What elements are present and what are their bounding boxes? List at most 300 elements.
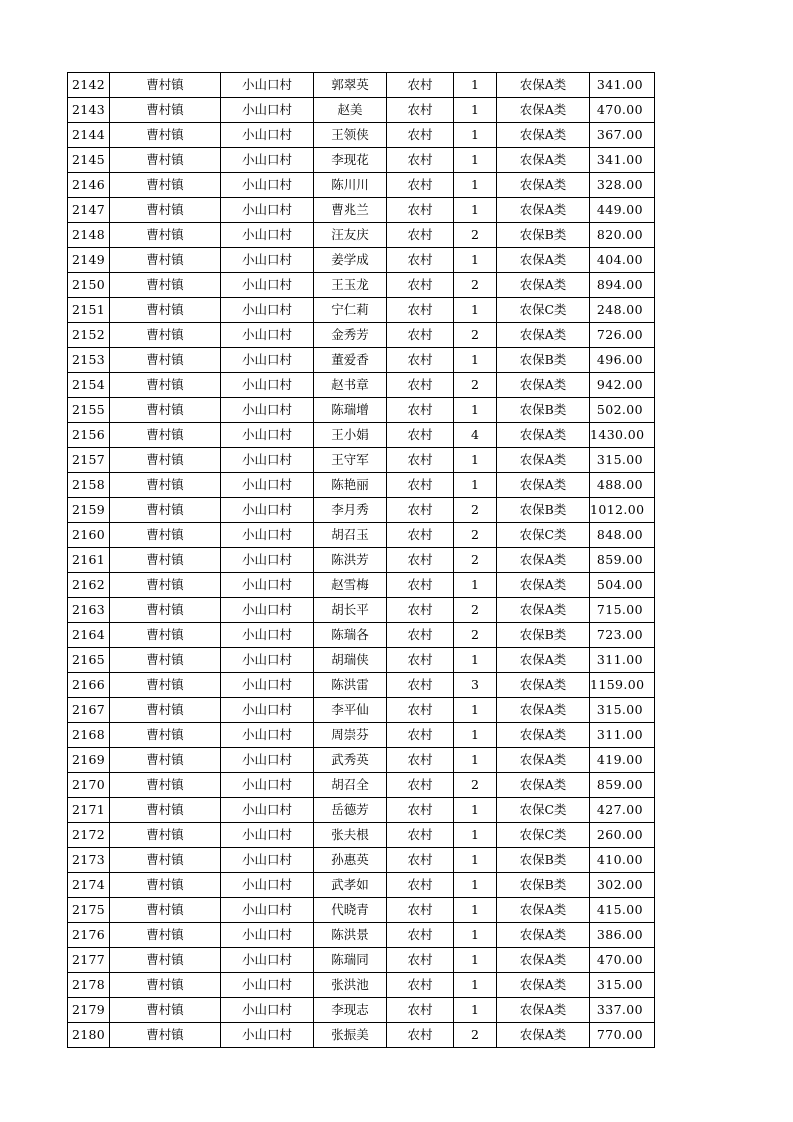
name-cell: 汪友庆 [314,223,387,248]
amount-cell: 942.00 [590,373,655,398]
row-number-cell: 2156 [68,423,110,448]
household-count-cell: 1 [454,848,497,873]
village-cell: 小山口村 [221,398,314,423]
town-cell: 曹村镇 [110,923,221,948]
table-row [68,573,655,598]
household-count-cell: 2 [454,623,497,648]
village-cell: 小山口村 [221,573,314,598]
insurance-category-cell: 农保A类 [497,248,590,273]
household-count-cell: 1 [454,823,497,848]
town-cell: 曹村镇 [110,973,221,998]
name-cell: 胡瑞侠 [314,648,387,673]
table-row [68,173,655,198]
insurance-category-cell: 农保A类 [497,998,590,1023]
area-type-cell: 农村 [387,298,454,323]
household-count-cell: 1 [454,248,497,273]
insurance-category-cell: 农保C类 [497,798,590,823]
name-cell: 武孝如 [314,873,387,898]
name-cell: 胡召全 [314,773,387,798]
village-cell: 小山口村 [221,898,314,923]
area-type-cell: 农村 [387,898,454,923]
table-row [68,998,655,1023]
amount-cell: 311.00 [590,723,655,748]
amount-cell: 410.00 [590,848,655,873]
insurance-category-cell: 农保B类 [497,223,590,248]
table-row [68,923,655,948]
row-number-cell: 2177 [68,948,110,973]
name-cell: 武秀英 [314,748,387,773]
town-cell: 曹村镇 [110,373,221,398]
area-type-cell: 农村 [387,273,454,298]
data-table [67,72,655,1048]
row-number-cell: 2158 [68,473,110,498]
household-count-cell: 2 [454,548,497,573]
town-cell: 曹村镇 [110,98,221,123]
village-cell: 小山口村 [221,248,314,273]
insurance-category-cell: 农保C类 [497,823,590,848]
village-cell: 小山口村 [221,523,314,548]
table-row [68,198,655,223]
town-cell: 曹村镇 [110,123,221,148]
insurance-category-cell: 农保B类 [497,848,590,873]
household-count-cell: 1 [454,298,497,323]
village-cell: 小山口村 [221,223,314,248]
village-cell: 小山口村 [221,323,314,348]
amount-cell: 341.00 [590,148,655,173]
insurance-category-cell: 农保A类 [497,1023,590,1048]
table-row [68,523,655,548]
area-type-cell: 农村 [387,798,454,823]
insurance-category-cell: 农保B类 [497,873,590,898]
row-number-cell: 2174 [68,873,110,898]
amount-cell: 311.00 [590,648,655,673]
town-cell: 曹村镇 [110,398,221,423]
village-cell: 小山口村 [221,423,314,448]
table-row [68,548,655,573]
insurance-category-cell: 农保A类 [497,173,590,198]
area-type-cell: 农村 [387,373,454,398]
village-cell: 小山口村 [221,123,314,148]
town-cell: 曹村镇 [110,473,221,498]
row-number-cell: 2145 [68,148,110,173]
amount-cell: 315.00 [590,698,655,723]
area-type-cell: 农村 [387,348,454,373]
name-cell: 陈瑞增 [314,398,387,423]
insurance-category-cell: 农保B类 [497,623,590,648]
village-cell: 小山口村 [221,698,314,723]
area-type-cell: 农村 [387,823,454,848]
household-count-cell: 1 [454,698,497,723]
name-cell: 张振美 [314,1023,387,1048]
amount-cell: 419.00 [590,748,655,773]
town-cell: 曹村镇 [110,273,221,298]
town-cell: 曹村镇 [110,698,221,723]
household-count-cell: 4 [454,423,497,448]
insurance-category-cell: 农保A类 [497,548,590,573]
row-number-cell: 2151 [68,298,110,323]
row-number-cell: 2164 [68,623,110,648]
insurance-category-cell: 农保A类 [497,923,590,948]
name-cell: 宁仁莉 [314,298,387,323]
town-cell: 曹村镇 [110,948,221,973]
area-type-cell: 农村 [387,1023,454,1048]
name-cell: 赵雪梅 [314,573,387,598]
insurance-category-cell: 农保C类 [497,298,590,323]
household-count-cell: 2 [454,498,497,523]
household-count-cell: 1 [454,723,497,748]
row-number-cell: 2178 [68,973,110,998]
amount-cell: 470.00 [590,948,655,973]
area-type-cell: 农村 [387,923,454,948]
name-cell: 王小娟 [314,423,387,448]
name-cell: 陈瑞同 [314,948,387,973]
household-count-cell: 2 [454,1023,497,1048]
name-cell: 岳德芳 [314,798,387,823]
insurance-category-cell: 农保A类 [497,423,590,448]
town-cell: 曹村镇 [110,1023,221,1048]
village-cell: 小山口村 [221,273,314,298]
amount-cell: 315.00 [590,448,655,473]
insurance-category-cell: 农保A类 [497,673,590,698]
table-row [68,448,655,473]
village-cell: 小山口村 [221,73,314,98]
village-cell: 小山口村 [221,948,314,973]
village-cell: 小山口村 [221,348,314,373]
amount-cell: 488.00 [590,473,655,498]
table-row [68,648,655,673]
insurance-category-cell: 农保A类 [497,973,590,998]
village-cell: 小山口村 [221,448,314,473]
household-count-cell: 1 [454,73,497,98]
amount-cell: 415.00 [590,898,655,923]
row-number-cell: 2150 [68,273,110,298]
row-number-cell: 2155 [68,398,110,423]
household-count-cell: 2 [454,223,497,248]
row-number-cell: 2149 [68,248,110,273]
row-number-cell: 2146 [68,173,110,198]
household-count-cell: 1 [454,148,497,173]
household-count-cell: 2 [454,373,497,398]
insurance-category-cell: 农保B类 [497,498,590,523]
town-cell: 曹村镇 [110,723,221,748]
town-cell: 曹村镇 [110,598,221,623]
town-cell: 曹村镇 [110,673,221,698]
name-cell: 陈洪芳 [314,548,387,573]
amount-cell: 504.00 [590,573,655,598]
insurance-category-cell: 农保A类 [497,98,590,123]
village-cell: 小山口村 [221,798,314,823]
name-cell: 李月秀 [314,498,387,523]
area-type-cell: 农村 [387,848,454,873]
row-number-cell: 2143 [68,98,110,123]
insurance-category-cell: 农保A类 [497,573,590,598]
table-row [68,423,655,448]
area-type-cell: 农村 [387,773,454,798]
household-count-cell: 2 [454,273,497,298]
insurance-category-cell: 农保A类 [497,648,590,673]
insurance-category-cell: 农保C类 [497,523,590,548]
amount-cell: 1159.00 [590,673,655,698]
village-cell: 小山口村 [221,748,314,773]
row-number-cell: 2144 [68,123,110,148]
table-row [68,348,655,373]
table-row [68,1023,655,1048]
household-count-cell: 2 [454,323,497,348]
household-count-cell: 1 [454,998,497,1023]
amount-cell: 715.00 [590,598,655,623]
amount-cell: 502.00 [590,398,655,423]
name-cell: 陈瑞各 [314,623,387,648]
town-cell: 曹村镇 [110,873,221,898]
area-type-cell: 农村 [387,673,454,698]
table-row [68,848,655,873]
row-number-cell: 2169 [68,748,110,773]
town-cell: 曹村镇 [110,748,221,773]
name-cell: 李现花 [314,148,387,173]
name-cell: 姜学成 [314,248,387,273]
amount-cell: 1430.00 [590,423,655,448]
table-row [68,598,655,623]
amount-cell: 496.00 [590,348,655,373]
town-cell: 曹村镇 [110,348,221,373]
row-number-cell: 2172 [68,823,110,848]
village-cell: 小山口村 [221,148,314,173]
household-count-cell: 1 [454,448,497,473]
household-count-cell: 1 [454,898,497,923]
insurance-category-cell: 农保A类 [497,698,590,723]
amount-cell: 894.00 [590,273,655,298]
area-type-cell: 农村 [387,98,454,123]
row-number-cell: 2162 [68,573,110,598]
town-cell: 曹村镇 [110,423,221,448]
area-type-cell: 农村 [387,723,454,748]
table-row [68,298,655,323]
household-count-cell: 1 [454,573,497,598]
village-cell: 小山口村 [221,673,314,698]
row-number-cell: 2170 [68,773,110,798]
town-cell: 曹村镇 [110,298,221,323]
name-cell: 胡召玉 [314,523,387,548]
amount-cell: 386.00 [590,923,655,948]
town-cell: 曹村镇 [110,773,221,798]
row-number-cell: 2160 [68,523,110,548]
name-cell: 赵书章 [314,373,387,398]
table-row [68,898,655,923]
insurance-category-cell: 农保A类 [497,73,590,98]
town-cell: 曹村镇 [110,573,221,598]
name-cell: 陈洪景 [314,923,387,948]
town-cell: 曹村镇 [110,448,221,473]
area-type-cell: 农村 [387,623,454,648]
area-type-cell: 农村 [387,698,454,723]
village-cell: 小山口村 [221,923,314,948]
village-cell: 小山口村 [221,848,314,873]
table-row [68,498,655,523]
town-cell: 曹村镇 [110,223,221,248]
town-cell: 曹村镇 [110,248,221,273]
name-cell: 代晓青 [314,898,387,923]
insurance-category-cell: 农保A类 [497,748,590,773]
household-count-cell: 1 [454,923,497,948]
amount-cell: 723.00 [590,623,655,648]
name-cell: 董爱香 [314,348,387,373]
table-row [68,148,655,173]
table-row [68,248,655,273]
row-number-cell: 2157 [68,448,110,473]
town-cell: 曹村镇 [110,498,221,523]
town-cell: 曹村镇 [110,173,221,198]
area-type-cell: 农村 [387,998,454,1023]
table-row [68,673,655,698]
village-cell: 小山口村 [221,373,314,398]
area-type-cell: 农村 [387,323,454,348]
row-number-cell: 2173 [68,848,110,873]
area-type-cell: 农村 [387,223,454,248]
table-row [68,473,655,498]
row-number-cell: 2159 [68,498,110,523]
table-row [68,123,655,148]
table-row [68,823,655,848]
town-cell: 曹村镇 [110,823,221,848]
household-count-cell: 2 [454,523,497,548]
area-type-cell: 农村 [387,123,454,148]
table-row [68,698,655,723]
amount-cell: 315.00 [590,973,655,998]
amount-cell: 248.00 [590,298,655,323]
row-number-cell: 2148 [68,223,110,248]
area-type-cell: 农村 [387,573,454,598]
amount-cell: 449.00 [590,198,655,223]
household-count-cell: 1 [454,98,497,123]
table-row [68,373,655,398]
town-cell: 曹村镇 [110,523,221,548]
row-number-cell: 2176 [68,923,110,948]
amount-cell: 404.00 [590,248,655,273]
amount-cell: 337.00 [590,998,655,1023]
name-cell: 金秀芳 [314,323,387,348]
amount-cell: 427.00 [590,798,655,823]
household-count-cell: 1 [454,198,497,223]
table-row [68,773,655,798]
town-cell: 曹村镇 [110,73,221,98]
town-cell: 曹村镇 [110,148,221,173]
row-number-cell: 2180 [68,1023,110,1048]
row-number-cell: 2165 [68,648,110,673]
village-cell: 小山口村 [221,98,314,123]
insurance-category-cell: 农保A类 [497,123,590,148]
name-cell: 李现志 [314,998,387,1023]
amount-cell: 1012.00 [590,498,655,523]
village-cell: 小山口村 [221,498,314,523]
table-row [68,398,655,423]
insurance-category-cell: 农保A类 [497,148,590,173]
area-type-cell: 农村 [387,398,454,423]
village-cell: 小山口村 [221,973,314,998]
table-row [68,323,655,348]
household-count-cell: 1 [454,748,497,773]
amount-cell: 859.00 [590,548,655,573]
amount-cell: 859.00 [590,773,655,798]
household-count-cell: 1 [454,123,497,148]
name-cell: 陈洪雷 [314,673,387,698]
area-type-cell: 农村 [387,423,454,448]
household-count-cell: 2 [454,773,497,798]
table-row [68,273,655,298]
insurance-category-cell: 农保A类 [497,898,590,923]
area-type-cell: 农村 [387,973,454,998]
table-row [68,973,655,998]
name-cell: 陈川川 [314,173,387,198]
amount-cell: 260.00 [590,823,655,848]
insurance-category-cell: 农保A类 [497,598,590,623]
table-row [68,223,655,248]
household-count-cell: 1 [454,873,497,898]
table-row [68,73,655,98]
row-number-cell: 2175 [68,898,110,923]
area-type-cell: 农村 [387,73,454,98]
town-cell: 曹村镇 [110,323,221,348]
table-row [68,723,655,748]
town-cell: 曹村镇 [110,623,221,648]
insurance-category-cell: 农保A类 [497,448,590,473]
table-row [68,748,655,773]
table-row [68,623,655,648]
table-row [68,98,655,123]
household-count-cell: 1 [454,348,497,373]
insurance-category-cell: 农保A类 [497,773,590,798]
row-number-cell: 2166 [68,673,110,698]
household-count-cell: 1 [454,648,497,673]
household-count-cell: 1 [454,173,497,198]
name-cell: 陈艳丽 [314,473,387,498]
row-number-cell: 2179 [68,998,110,1023]
row-number-cell: 2163 [68,598,110,623]
village-cell: 小山口村 [221,723,314,748]
village-cell: 小山口村 [221,598,314,623]
row-number-cell: 2142 [68,73,110,98]
insurance-category-cell: 农保B类 [497,398,590,423]
name-cell: 赵美 [314,98,387,123]
town-cell: 曹村镇 [110,798,221,823]
insurance-category-cell: 农保A类 [497,273,590,298]
town-cell: 曹村镇 [110,848,221,873]
area-type-cell: 农村 [387,948,454,973]
name-cell: 周崇芬 [314,723,387,748]
insurance-category-cell: 农保A类 [497,473,590,498]
household-count-cell: 1 [454,798,497,823]
amount-cell: 770.00 [590,1023,655,1048]
table-row [68,948,655,973]
village-cell: 小山口村 [221,548,314,573]
area-type-cell: 农村 [387,198,454,223]
table-row [68,798,655,823]
row-number-cell: 2152 [68,323,110,348]
town-cell: 曹村镇 [110,198,221,223]
row-number-cell: 2161 [68,548,110,573]
village-cell: 小山口村 [221,298,314,323]
amount-cell: 328.00 [590,173,655,198]
table-row [68,873,655,898]
area-type-cell: 农村 [387,248,454,273]
amount-cell: 848.00 [590,523,655,548]
row-number-cell: 2153 [68,348,110,373]
town-cell: 曹村镇 [110,648,221,673]
amount-cell: 367.00 [590,123,655,148]
village-cell: 小山口村 [221,173,314,198]
area-type-cell: 农村 [387,523,454,548]
area-type-cell: 农村 [387,473,454,498]
area-type-cell: 农村 [387,648,454,673]
